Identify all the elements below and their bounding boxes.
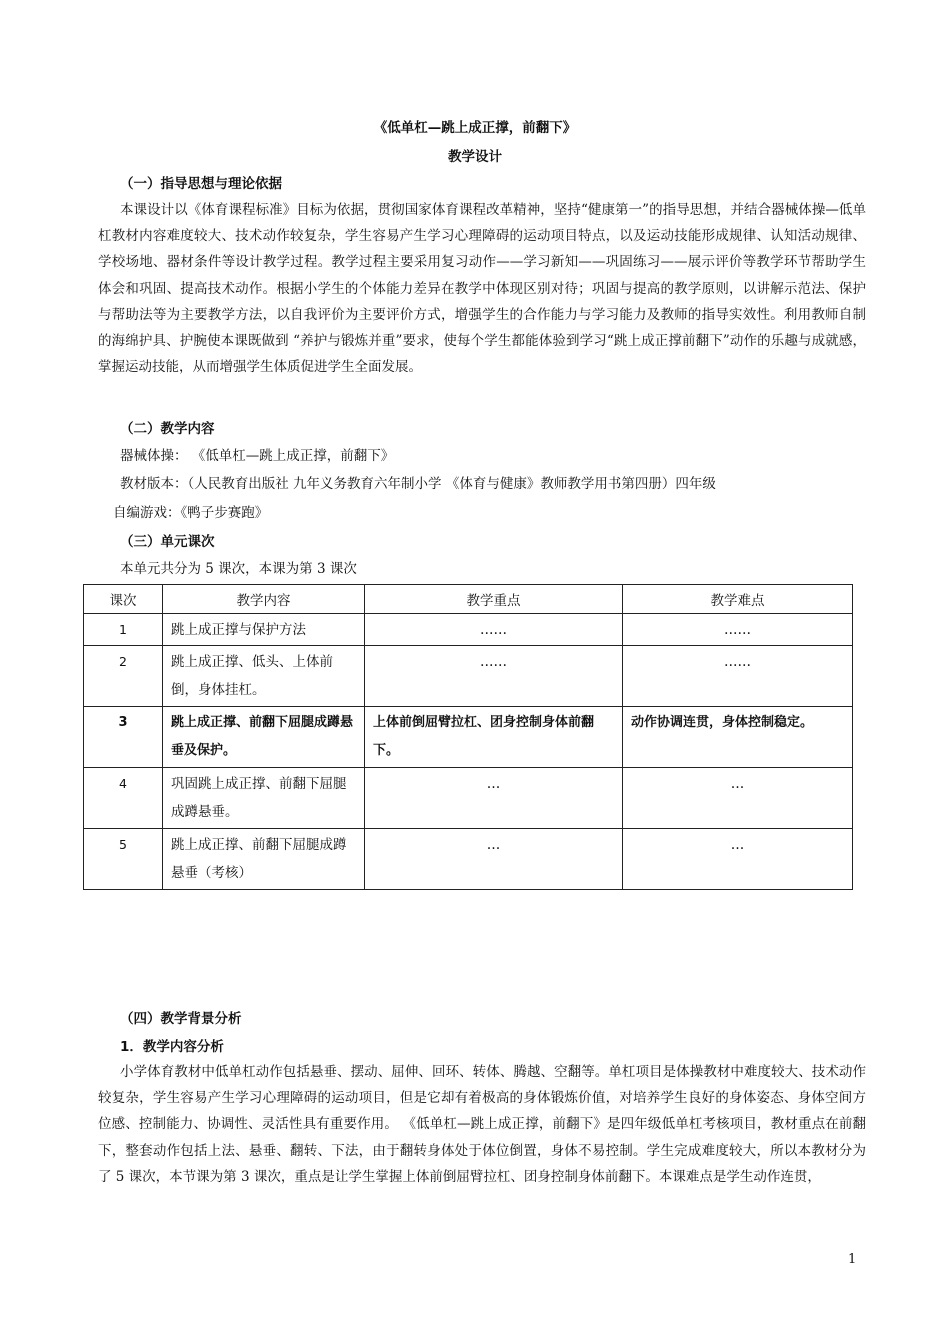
lesson-focus: …… xyxy=(365,646,623,707)
lesson-content: 巩固跳上成正撑、前翻下屈腿成蹲悬垂。 xyxy=(163,768,365,829)
section-4-subheading: 1．教学内容分析 xyxy=(120,1039,224,1055)
page-number: 1 xyxy=(848,1252,857,1267)
table-row xyxy=(84,707,853,768)
lesson-difficulty: …… xyxy=(623,614,853,646)
lesson-difficulty: 动作协调连贯，身体控制稳定。 xyxy=(623,707,853,768)
section-4-paragraph: 小学体育教材中低单杠动作包括悬垂、摆动、屈伸、回环、转体、腾越、空翻等。单杠项目是体操教材中难度较大、技术动作较复杂，学生容易产生学习心理障碍的运动项目，但是它却有着极高的身体锻炼价值，对培养学生良好的身体姿态、身体空间方位感、控制能力、协调性、灵活性具有重要作用。 《低单杠—跳上成正撑，前翻下》是四年级低单杠考核项目，教材重点在前翻下，整套动作包括上法、悬垂、翻转、下法，由于翻转身体处于体位倒置，身体不易控制。学生完成难度较大，所以本教材分为了 5 课次，本节课为第 3 课次，重点是让学生掌握上体前倒屈臂拉杠、团身控制身体前翻下。本课难点是学生动作连贯， xyxy=(98,1064,866,1185)
table-header-cell: 教学难点 xyxy=(623,585,853,614)
document-subtitle: 教学设计 xyxy=(448,149,502,165)
lesson-focus: …… xyxy=(365,614,623,646)
section-3-heading: （三）单元课次 xyxy=(120,534,215,550)
lesson-difficulty: … xyxy=(623,768,853,829)
table-header-row xyxy=(84,585,853,614)
document-title: 《低单杠—跳上成正撑，前翻下》 xyxy=(373,120,577,136)
lesson-number: 4 xyxy=(84,768,163,829)
section-2-line-game: 自编游戏：《鸭子步赛跑》 xyxy=(113,505,269,521)
lesson-difficulty: …… xyxy=(623,646,853,707)
table-row xyxy=(84,614,853,646)
section-2-heading: （二）教学内容 xyxy=(120,421,215,437)
section-1-heading: （一）指导思想与理论依据 xyxy=(120,176,282,192)
table-row xyxy=(84,646,853,707)
table-header-cell: 教学重点 xyxy=(365,585,623,614)
table-header-cell: 课次 xyxy=(84,585,163,614)
section-4-heading: （四）教学背景分析 xyxy=(120,1011,242,1027)
lesson-number: 5 xyxy=(84,829,163,890)
lesson-difficulty: … xyxy=(623,829,853,890)
lesson-content: 跳上成正撑、前翻下屈腿成蹲悬垂及保护。 xyxy=(163,707,365,768)
lesson-focus: … xyxy=(365,829,623,890)
lesson-focus: 上体前倒屈臂拉杠、团身控制身体前翻下。 xyxy=(365,707,623,768)
section-2-line-edition: 教材版本：（人民教育出版社 九年义务教育六年制小学 《体育与健康》教师教学用书第四册）四年级 xyxy=(120,476,716,492)
lesson-content: 跳上成正撑、前翻下屈腿成蹲悬垂（考核） xyxy=(163,829,365,890)
lesson-number: 2 xyxy=(84,646,163,707)
unit-lessons-table xyxy=(83,584,853,890)
lesson-focus: … xyxy=(365,768,623,829)
section-3-intro: 本单元共分为 5 课次，本课为第 3 课次 xyxy=(120,561,357,577)
table-header-cell: 教学内容 xyxy=(163,585,365,614)
table-row xyxy=(84,829,853,890)
lesson-content: 跳上成正撑、低头、上体前倒，身体挂杠。 xyxy=(163,646,365,707)
section-1-paragraph: 本课设计以《体育课程标准》目标为依据，贯彻国家体育课程改革精神，坚持“健康第一”的指导思想，并结合器械体操—低单杠教材内容难度较大、技术动作较复杂，学生容易产生学习心理障碍的运动项目特点，以及运动技能形成规律、认知活动规律、学校场地、器材条件等设计教学过程。教学过程主要采用复习动作——学习新知——巩固练习——展示评价等教学环节帮助学生体会和巩固、提高技术动作。根据小学生的个体能力差异在教学中体现区别对待；巩固与提高的教学原则，以讲解示范法、保护与帮助法等为主要教学方法，以自我评价为主要评价方式，增强学生的合作能力与学习能力及教师的指导实效性。利用教师自制的海绵护具、护腕使本课既做到 “养护与锻炼并重”要求，使每个学生都能体验到学习“跳上成正撑前翻下”动作的乐趣与成就感，掌握运动技能，从而增强学生体质促进学生全面发展。 xyxy=(98,202,866,376)
lesson-number: 3 xyxy=(84,707,163,768)
section-2-line-equipment: 器械体操： 《低单杠—跳上成正撑，前翻下》 xyxy=(120,448,395,464)
table-row xyxy=(84,768,853,829)
lesson-content: 跳上成正撑与保护方法 xyxy=(163,614,365,646)
lesson-number: 1 xyxy=(84,614,163,646)
